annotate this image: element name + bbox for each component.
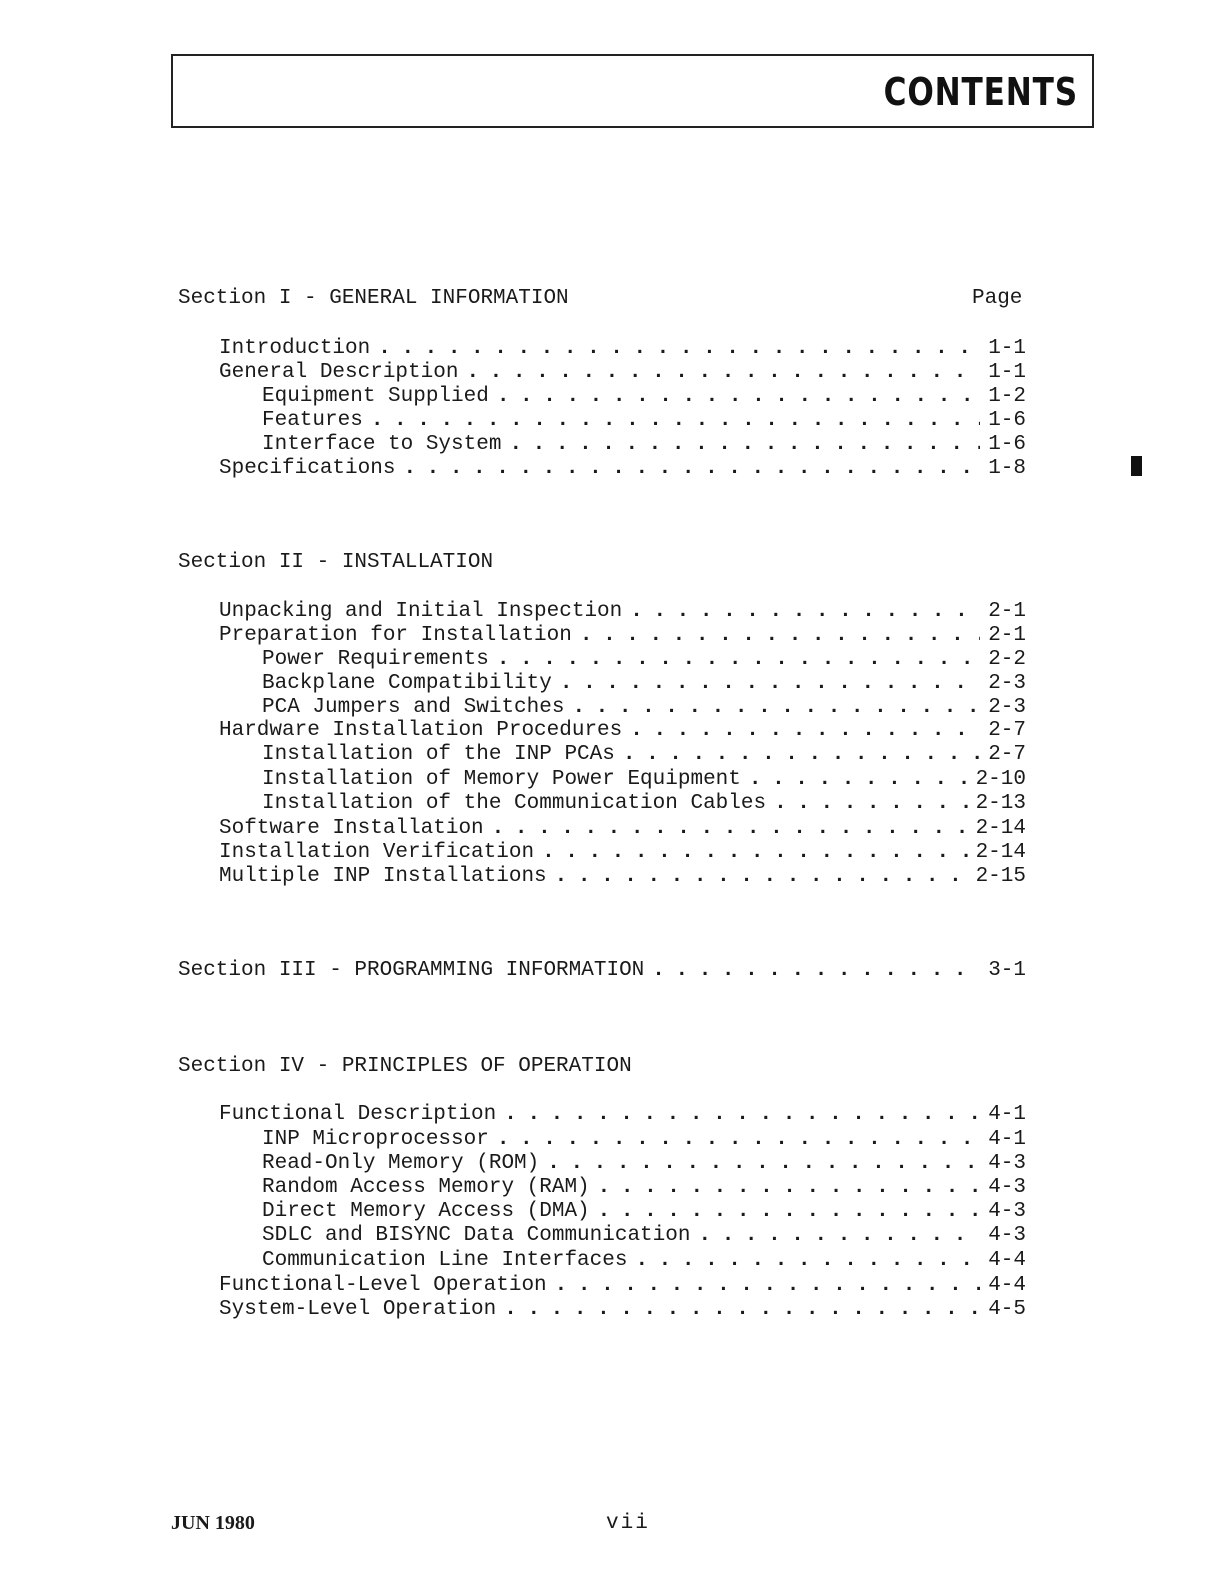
- toc-entry-label: Preparation for Installation: [219, 624, 572, 647]
- toc-entry-page: 1-1: [988, 337, 1026, 360]
- toc-entry[interactable]: [219, 865, 1026, 889]
- toc-entry-page: 2-1: [988, 600, 1026, 623]
- toc-entry-page: 2-14: [975, 841, 1026, 864]
- toc-entry-label: SDLC and BISYNC Data Communication: [262, 1224, 691, 1247]
- dot-leader: [560, 672, 980, 695]
- toc-entry[interactable]: [219, 1298, 1026, 1322]
- toc-entry-page: 2-1: [988, 624, 1026, 647]
- toc-entry-page: 2-3: [988, 696, 1026, 719]
- page-title: CONTENTS: [883, 70, 1078, 114]
- toc-entry-page: 4-3: [988, 1152, 1026, 1175]
- toc-entry-label: Software Installation: [219, 817, 484, 840]
- toc-entry[interactable]: [219, 719, 1026, 743]
- page-column-label: Page: [972, 287, 1023, 310]
- dot-leader: [497, 1128, 980, 1151]
- dot-leader: [623, 743, 980, 766]
- toc-entry[interactable]: [262, 768, 1026, 792]
- toc-entry-page: 1-2: [988, 385, 1026, 408]
- toc-entry-label: Installation of Memory Power Equipment: [262, 768, 741, 791]
- dot-leader: [630, 719, 980, 742]
- dot-leader: [598, 1200, 981, 1223]
- toc-entry-label: Random Access Memory (RAM): [262, 1176, 590, 1199]
- toc-entry[interactable]: [219, 817, 1026, 841]
- dot-leader: [547, 1152, 980, 1175]
- toc-entry-page: 2-13: [975, 792, 1026, 815]
- toc-entry-page: 4-3: [988, 1200, 1026, 1223]
- footer-date: JUN 1980: [171, 1512, 255, 1534]
- toc-entry-label: Power Requirements: [262, 648, 489, 671]
- toc-entry-label: Communication Line Interfaces: [262, 1249, 628, 1272]
- toc-entry-label: Features: [262, 409, 363, 432]
- section-3-title: Section III - PROGRAMMING INFORMATION: [178, 959, 645, 982]
- dot-leader: [635, 1249, 980, 1272]
- toc-entry[interactable]: [262, 792, 1026, 816]
- dot-leader: [572, 696, 980, 719]
- toc-entry[interactable]: [262, 1224, 1026, 1248]
- dot-leader: [492, 817, 968, 840]
- footer-page-number: vii: [606, 1512, 650, 1535]
- toc-entry-label: Installation of the INP PCAs: [262, 743, 615, 766]
- toc-entry-page: 1-8: [988, 457, 1026, 480]
- dot-leader: [542, 841, 968, 864]
- dot-leader: [580, 624, 980, 647]
- dot-leader: [504, 1103, 980, 1126]
- change-bar: [1131, 456, 1142, 476]
- toc-entry[interactable]: [262, 696, 1026, 720]
- toc-entry-page: 4-1: [988, 1128, 1026, 1151]
- toc-entry[interactable]: [219, 1274, 1026, 1298]
- toc-entry[interactable]: [219, 600, 1026, 624]
- toc-entry[interactable]: [219, 841, 1026, 865]
- toc-entry-label: PCA Jumpers and Switches: [262, 696, 565, 719]
- toc-entry-label: Multiple INP Installations: [219, 865, 547, 888]
- toc-entry-page: 4-4: [988, 1274, 1026, 1297]
- dot-leader: [774, 792, 967, 815]
- toc-entry-page: 2-15: [975, 865, 1026, 888]
- toc-entry-label: General Description: [219, 361, 459, 384]
- toc-entry-page: 2-14: [975, 817, 1026, 840]
- toc-entry[interactable]: [219, 337, 1026, 361]
- toc-entry-page: 4-4: [988, 1249, 1026, 1272]
- toc-entry[interactable]: [178, 959, 1026, 983]
- toc-entry-page: 3-1: [988, 959, 1026, 982]
- toc-entry-page: 2-2: [988, 648, 1026, 671]
- dot-leader: [371, 409, 980, 432]
- dot-leader: [652, 959, 980, 982]
- dot-leader: [466, 361, 980, 384]
- toc-entry[interactable]: [262, 1200, 1026, 1224]
- dot-leader: [497, 385, 980, 408]
- toc-entry-page: 4-1: [988, 1103, 1026, 1126]
- toc-entry-page: 4-3: [988, 1176, 1026, 1199]
- dot-leader: [504, 1298, 980, 1321]
- toc-entry-page: 1-6: [988, 409, 1026, 432]
- toc-entry[interactable]: [219, 624, 1026, 648]
- header-box: [171, 54, 1094, 128]
- section-2-title: Section II - INSTALLATION: [178, 551, 494, 574]
- dot-leader: [749, 768, 968, 791]
- dot-leader: [698, 1224, 980, 1247]
- toc-entry[interactable]: [219, 457, 1026, 481]
- toc-entry-page: 1-6: [988, 433, 1026, 456]
- toc-entry[interactable]: [262, 1249, 1026, 1273]
- toc-entry-label: Equipment Supplied: [262, 385, 489, 408]
- toc-entry-page: 4-3: [988, 1224, 1026, 1247]
- toc-entry-page: 2-3: [988, 672, 1026, 695]
- toc-entry[interactable]: [262, 672, 1026, 696]
- toc-entry[interactable]: [262, 648, 1026, 672]
- toc-entry-label: Read-Only Memory (ROM): [262, 1152, 540, 1175]
- toc-entry-page: 1-1: [988, 361, 1026, 384]
- toc-entry-label: Direct Memory Access (DMA): [262, 1200, 590, 1223]
- dot-leader: [630, 600, 980, 623]
- toc-entry[interactable]: [262, 743, 1026, 767]
- toc-entry-page: 2-7: [988, 719, 1026, 742]
- toc-entry-label: Introduction: [219, 337, 371, 360]
- dot-leader: [497, 648, 980, 671]
- toc-entry-label: Hardware Installation Procedures: [219, 719, 623, 742]
- dot-leader: [509, 433, 980, 456]
- toc-entry-label: Unpacking and Initial Inspection: [219, 600, 623, 623]
- dot-leader: [555, 1274, 981, 1297]
- dot-leader: [403, 457, 980, 480]
- toc-entry[interactable]: [262, 1152, 1026, 1176]
- toc-entry-label: Backplane Compatibility: [262, 672, 552, 695]
- toc-entry[interactable]: [219, 361, 1026, 385]
- toc-entry[interactable]: [219, 1103, 1026, 1127]
- toc-entry[interactable]: [262, 409, 1026, 433]
- section-4-title: Section IV - PRINCIPLES OF OPERATION: [178, 1055, 632, 1078]
- toc-entry-page: 4-5: [988, 1298, 1026, 1321]
- toc-entry-page: 2-10: [975, 768, 1026, 791]
- dot-leader: [598, 1176, 981, 1199]
- dot-leader: [378, 337, 980, 360]
- toc-entry[interactable]: [262, 1176, 1026, 1200]
- toc-entry-label: Interface to System: [262, 433, 502, 456]
- toc-entry-label: System-Level Operation: [219, 1298, 497, 1321]
- toc-entry-label: Specifications: [219, 457, 396, 480]
- toc-entry-label: Installation Verification: [219, 841, 535, 864]
- toc-entry-page: 2-7: [988, 743, 1026, 766]
- dot-leader: [555, 865, 968, 888]
- toc-entry[interactable]: [262, 385, 1026, 409]
- toc-entry-label: Functional-Level Operation: [219, 1274, 547, 1297]
- toc-entry-label: Functional Description: [219, 1103, 497, 1126]
- section-1-title: Section I - GENERAL INFORMATION: [178, 287, 569, 310]
- toc-entry-label: Installation of the Communication Cables: [262, 792, 767, 815]
- toc-entry[interactable]: [262, 433, 1026, 457]
- toc-entry[interactable]: [262, 1128, 1026, 1152]
- toc-entry-label: INP Microprocessor: [262, 1128, 489, 1151]
